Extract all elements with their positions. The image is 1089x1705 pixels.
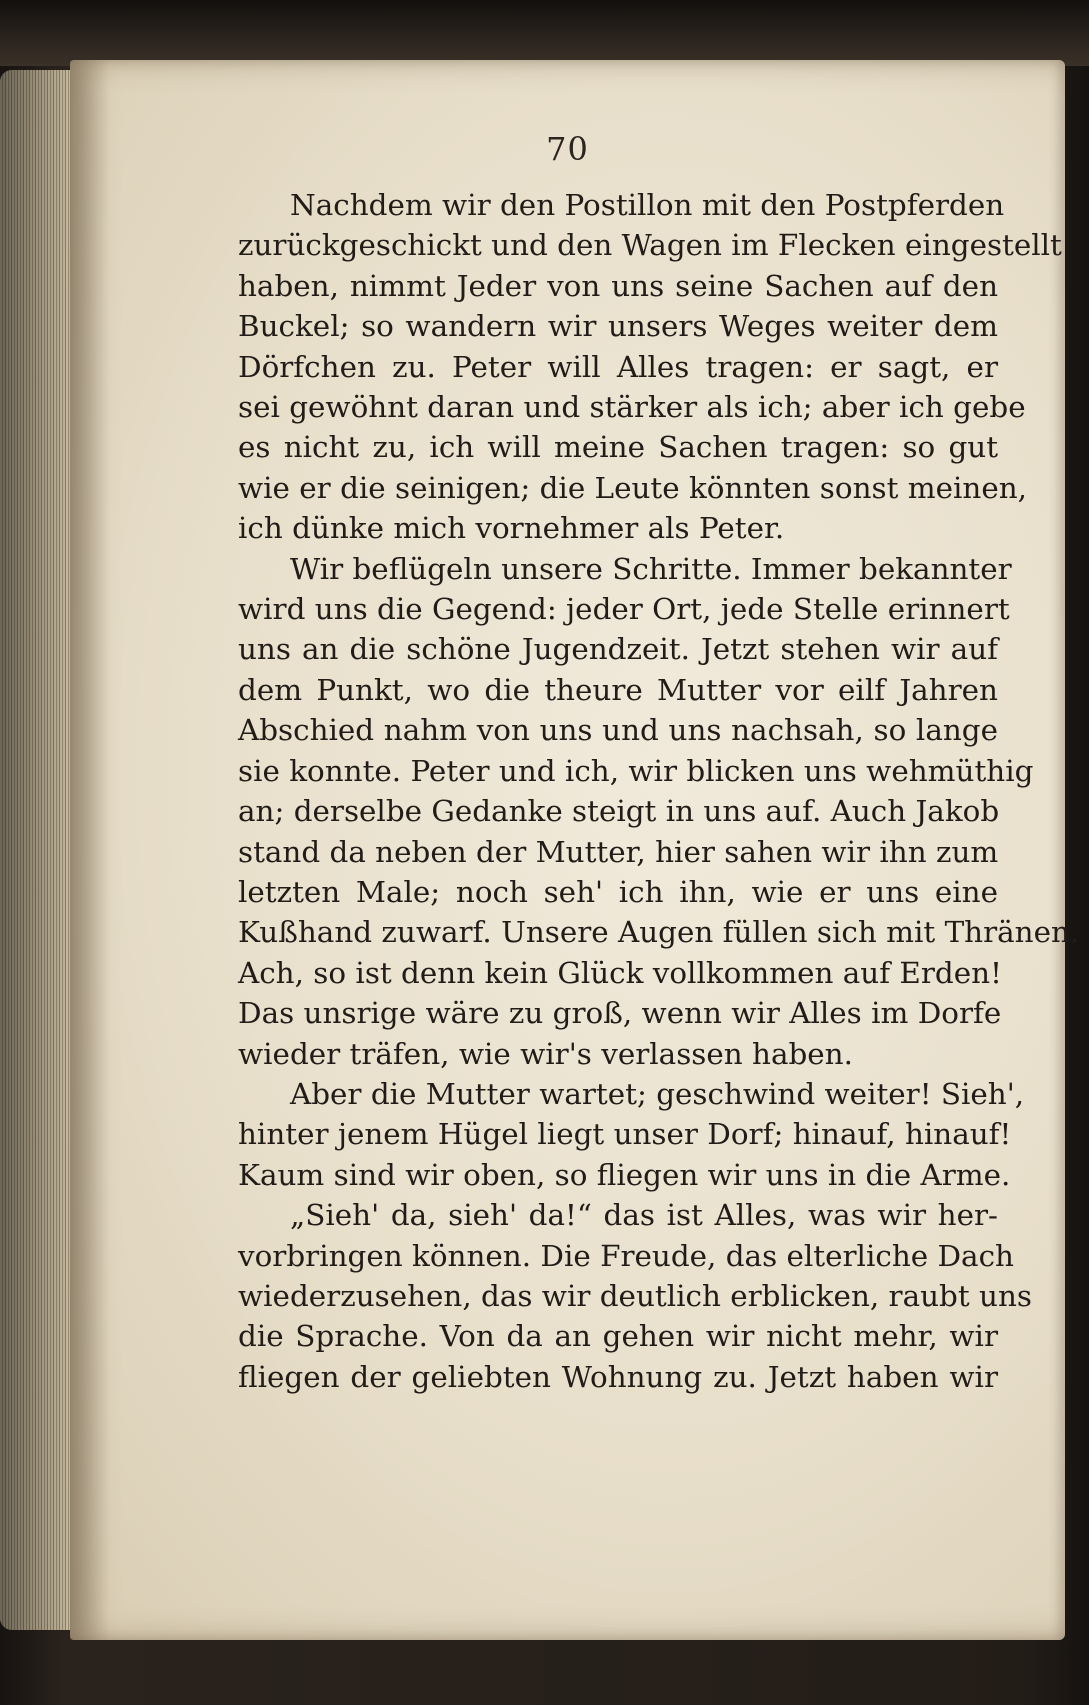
text-line: „Sieh' da, sieh' da!“ das ist Alles, was wir her-	[290, 1198, 998, 1233]
text-line: Kußhand zuwarf. Unsere Augen füllen sich mit Thränen.	[238, 915, 1080, 950]
paragraph-1	[238, 185, 1062, 549]
paragraph-2	[238, 549, 1080, 1074]
paragraph-4	[238, 1195, 1032, 1397]
text-line: sie konnte. Peter und ich, wir blicken uns wehmüthig	[238, 753, 1034, 788]
text-line: dem Punkt, wo die theure Mutter vor eilf Jahren	[238, 672, 998, 707]
text-line: die Sprache. Von da an gehen wir nicht mehr, wir	[238, 1319, 998, 1354]
text-line: vorbringen können. Die Freude, das elterliche Dach	[238, 1238, 1014, 1273]
text-line: Buckel; so wandern wir unsers Weges weiter dem	[238, 309, 998, 344]
text-line: Aber die Mutter wartet; geschwind weiter! Sieh',	[290, 1076, 1025, 1111]
text-line: wiederzusehen, das wir deutlich erblicken, raubt uns	[238, 1278, 1032, 1313]
text-line: Wir beflügeln unsere Schritte. Immer bekannter	[290, 551, 1012, 586]
text-line: es nicht zu, ich will meine Sachen tragen: so gut	[238, 430, 998, 465]
text-line: zurückgeschickt und den Wagen im Flecken eingestellt	[238, 228, 1062, 263]
text-line: uns an die schöne Jugendzeit. Jetzt stehen wir auf	[238, 632, 998, 667]
text-line: stand da neben der Mutter, hier sahen wir ihn zum	[238, 834, 999, 869]
text-line: Das unsrige wäre zu groß, wenn wir Alles im Dorfe	[238, 996, 1002, 1031]
page-number: 70	[546, 130, 589, 168]
text-line: Abschied nahm von uns und uns nachsah, so lange	[238, 713, 998, 748]
book-cover-edge	[0, 0, 1089, 66]
text-line: Dörfchen zu. Peter will Alles tragen: er sagt, er	[238, 349, 998, 384]
text-line: letzten Male; noch seh' ich ihn, wie er uns eine	[238, 874, 998, 909]
book-page	[70, 60, 1080, 1640]
text-line: ich dünke mich vornehmer als Peter.	[238, 511, 785, 546]
paragraph-3	[238, 1074, 1025, 1195]
text-line: sei gewöhnt daran und stärker als ich; aber ich gebe	[238, 390, 1026, 425]
page-text	[238, 185, 1080, 1397]
text-line: wird uns die Gegend: jeder Ort, jede Stelle erinnert	[238, 592, 1010, 627]
text-line: hinter jenem Hügel liegt unser Dorf; hinauf, hinauf!	[238, 1117, 1012, 1152]
text-line: haben, nimmt Jeder von uns seine Sachen auf den	[238, 268, 998, 303]
text-line: Nachdem wir den Postillon mit den Postpferden	[290, 188, 1005, 222]
text-line: wieder träfen, wie wir's verlassen haben.	[238, 1036, 853, 1071]
text-line: Ach, so ist denn kein Glück vollkommen auf Erden!	[238, 955, 1002, 990]
text-line: wie er die seinigen; die Leute könnten sonst meinen,	[238, 470, 1027, 505]
text-line: fliegen der geliebten Wohnung zu. Jetzt haben wir	[238, 1359, 998, 1394]
text-line: an; derselbe Gedanke steigt in uns auf. Auch Jakob	[238, 794, 1000, 829]
text-line: Kaum sind wir oben, so fliegen wir uns in die Arme.	[238, 1157, 1011, 1192]
